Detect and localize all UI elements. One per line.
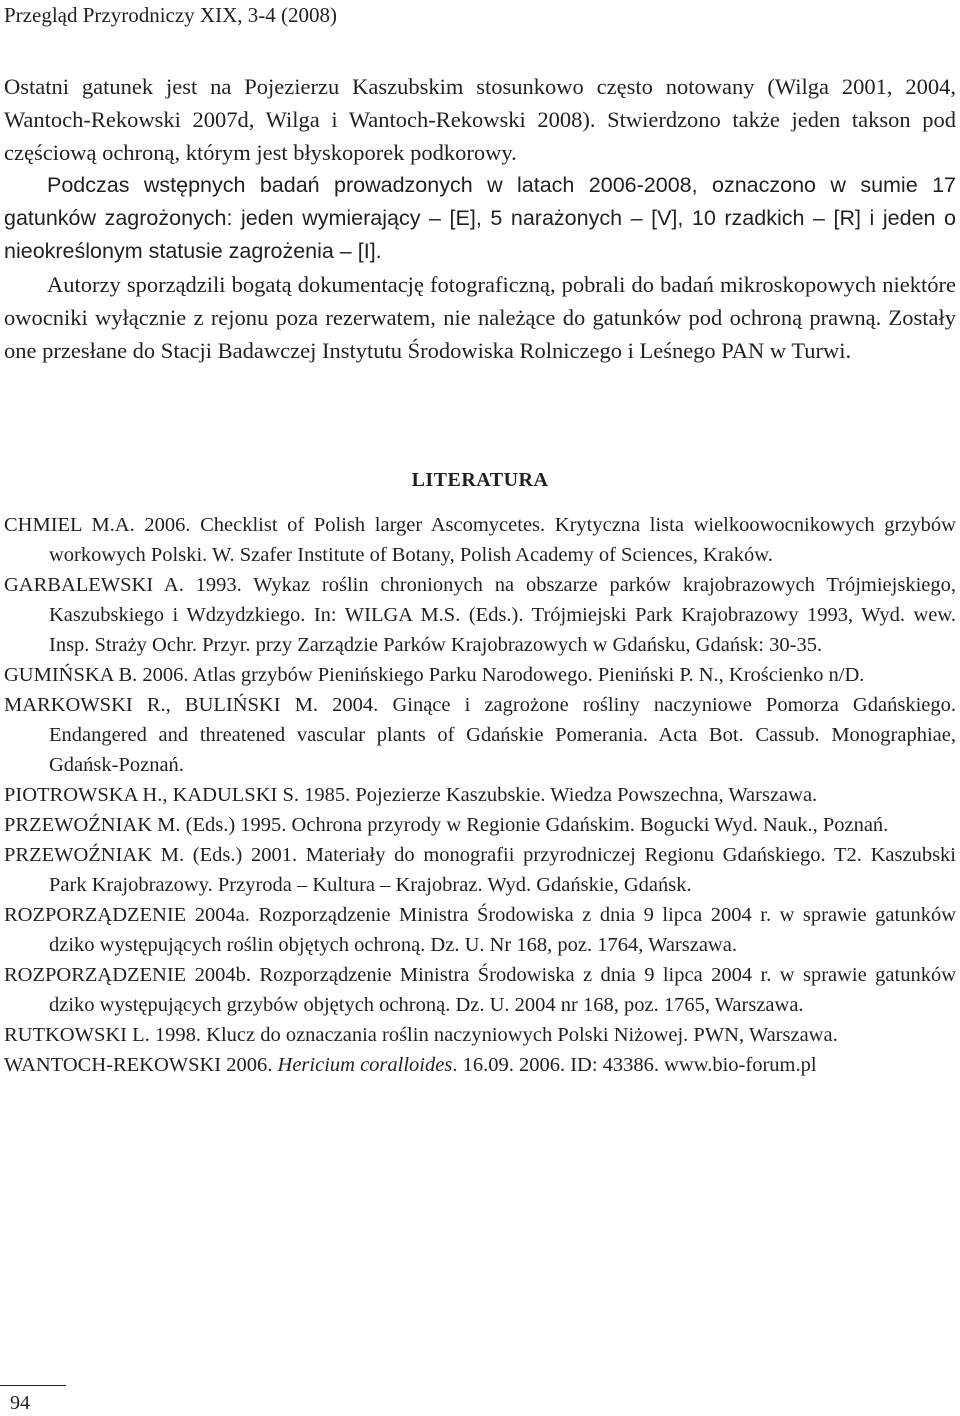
paragraph-3: Autorzy sporządzili bogatą dokumentację fotograficzną, pobrali do badań mikroskopowych niektóre owocniki wyłącznie z rejonu poza rezerwatem, nie należące do gatunków pod ochroną prawną. Zostały one przesłane do Stacji Badawczej Instytutu Środowiska Rolniczego i Leśnego PAN w Turwi. (4, 272, 956, 363)
reference-item: GUMIŃSKA B. 2006. Atlas grzybów Pienińskiego Parku Narodowego. Pieniński P. N., Krościenko n/D. (4, 664, 865, 686)
reference-item: GARBALEWSKI A. 1993. Wykaz roślin chronionych na obszarze parków krajobrazowych Trójmiejskiego, Kaszubskiego i Wdzydzkiego. In: WILGA M.S. (Eds.). Trójmiejski Park Krajobrazowy 1993, Wyd. wew. Insp. Straży Ochr. Przyr. przy Zarządzie Parków Krajobrazowych w Gdańsku, Gdańsk: 30-35. (4, 574, 956, 656)
reference-item: RUTKOWSKI L. 1998. Klucz do oznaczania roślin naczyniowych Polski Niżowej. PWN, Warszawa. (4, 1024, 838, 1046)
species-name: Hericium coralloides (277, 1054, 453, 1076)
reference-item: ROZPORZĄDZENIE 2004b. Rozporządzenie Ministra Środowiska z dnia 9 lipca 2004 r. w sprawie gatunków dziko występujących grzybów objętych ochroną. Dz. U. 2004 nr 168, poz. 1765, Warszawa. (4, 964, 956, 1016)
paragraph-2: Podczas wstępnych badań prowadzonych w latach 2006-2008, oznaczono w sumie 17 gatunków zagrożonych: jeden wymierający – [E], 5 narażonych – [V], 10 rzadkich – [R] i jeden o nieokreślonym statusie zagrożenia – [I]. (4, 173, 956, 263)
reference-list (4, 510, 956, 1080)
running-head: Przegląd Przyrodniczy XIX, 3-4 (2008) (4, 3, 337, 27)
reference-item-last (4, 1050, 956, 1080)
reference-item: ROZPORZĄDZENIE 2004a. Rozporządzenie Ministra Środowiska z dnia 9 lipca 2004 r. w sprawie gatunków dziko występujących roślin objętych ochroną. Dz. U. Nr 168, poz. 1764, Warszawa. (4, 904, 956, 956)
body-text (4, 70, 956, 367)
reference-text: . 16.09. 2006. ID: 43386. www.bio-forum.pl (452, 1054, 817, 1076)
reference-item: PIOTROWSKA H., KADULSKI S. 1985. Pojezierze Kaszubskie. Wiedza Powszechna, Warszawa. (4, 784, 818, 806)
reference-item: CHMIEL M.A. 2006. Checklist of Polish larger Ascomycetes. Krytyczna lista wielkoowocnikowych grzybów workowych Polski. W. Szafer Institute of Botany, Polish Academy of Sciences, Kraków. (4, 514, 956, 566)
reference-item: MARKOWSKI R., BULIŃSKI M. 2004. Ginące i zagrożone rośliny naczyniowe Pomorza Gdańskiego. Endangered and threatened vascular plants of Gdańskie Pomerania. Acta Bot. Cassub. Monographiae, Gdańsk-Poznań. (4, 694, 956, 776)
footer-rule (0, 1385, 66, 1386)
reference-item: PRZEWOŹNIAK M. (Eds.) 1995. Ochrona przyrody w Regionie Gdańskim. Bogucki Wyd. Nauk., Poznań. (4, 814, 889, 836)
reference-item: PRZEWOŹNIAK M. (Eds.) 2001. Materiały do monografii przyrodniczej Regionu Gdańskiego. T2. Kaszubski Park Krajobrazowy. Przyroda – Kultura – Krajobraz. Wyd. Gdańskie, Gdańsk. (4, 844, 956, 896)
page-number: 94 (10, 1392, 30, 1414)
reference-text: WANTOCH-REKOWSKI 2006. (4, 1054, 278, 1076)
paragraph-1: Ostatni gatunek jest na Pojezierzu Kaszubskim stosunkowo często notowany (Wilga 2001, 2004, Wantoch-Rekowski 2007d, Wilga i Wantoch-Rekowski 2008). Stwierdzono także jeden takson pod częściową ochroną, którym jest błyskoporek podkorowy. (4, 74, 956, 165)
literature-heading: LITERATURA (411, 469, 549, 491)
